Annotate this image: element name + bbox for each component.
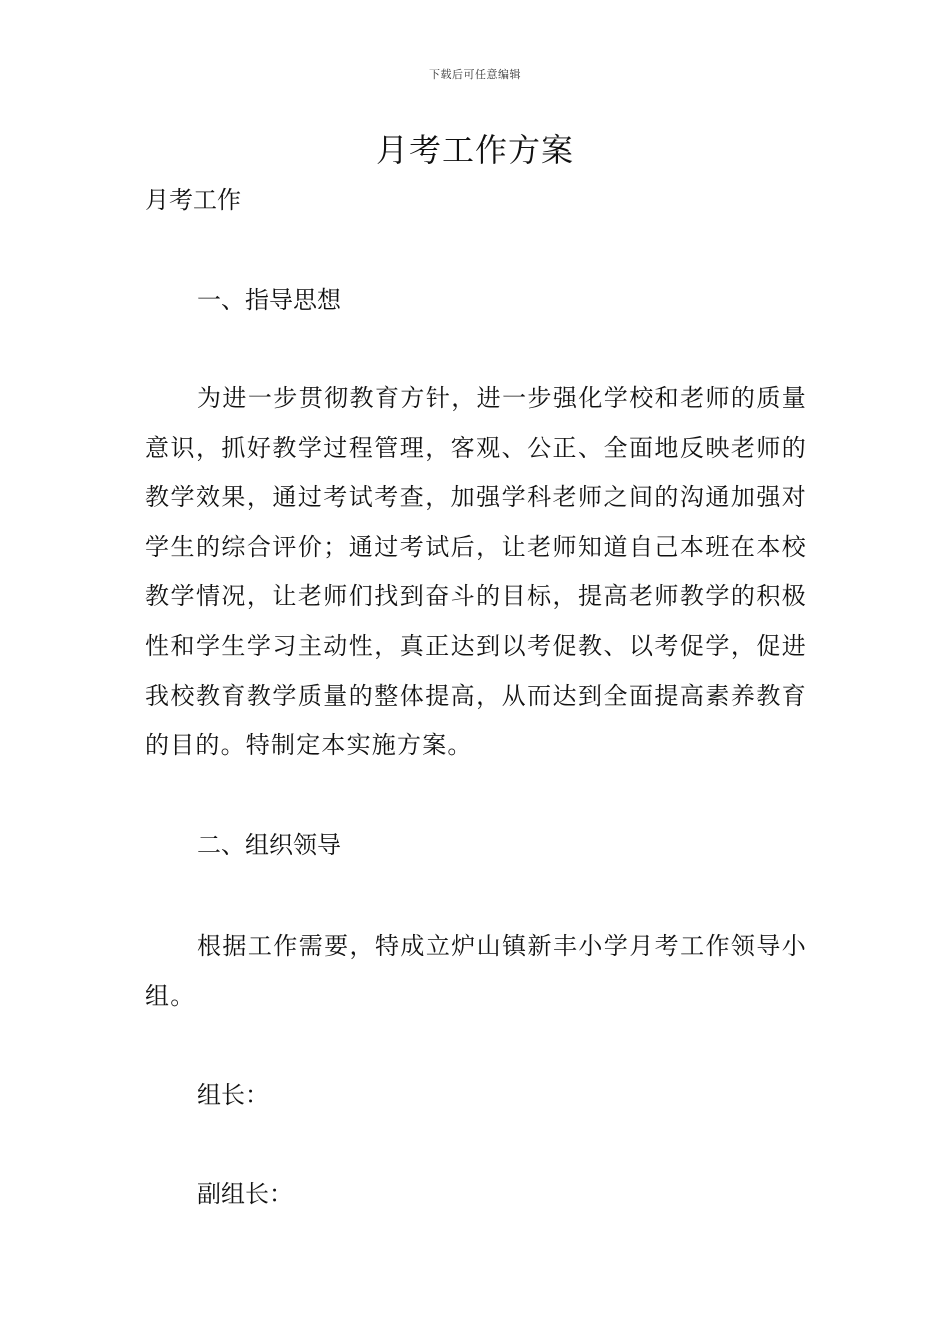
section-paragraph-organization: 根据工作需要，特成立炉山镇新丰小学月考工作领导小组。 xyxy=(145,932,807,1010)
section-heading-organization: 二、组织领导 xyxy=(197,831,341,859)
document-subtitle: 月考工作 xyxy=(145,186,241,214)
deputy-leader-label: 副组长： xyxy=(197,1180,293,1208)
section-paragraph-guiding-principle: 为进一步贯彻教育方针，进一步强化学校和老师的质量意识，抓好教学过程管理，客观、公正、全面地反映老师的教学效果，通过考试考查，加强学科老师之间的沟通加强对学生的综合评价；通过考试后，让老师知道自己本班在本校教学情况，让老师们找到奋斗的目标，提高老师教学的积极性和学生学习主动性，真正达到以考促教、以考促学，促进我校教育教学质量的整体提高，从而达到全面提高素养教育的目的。特制定本实施方案。 xyxy=(145,384,807,760)
group-leader-label: 组长： xyxy=(197,1081,269,1109)
header-note: 下载后可任意编辑 xyxy=(429,68,521,81)
section-heading-guiding-principle: 一、指导思想 xyxy=(197,286,341,314)
document-title: 月考工作方案 xyxy=(375,131,574,169)
